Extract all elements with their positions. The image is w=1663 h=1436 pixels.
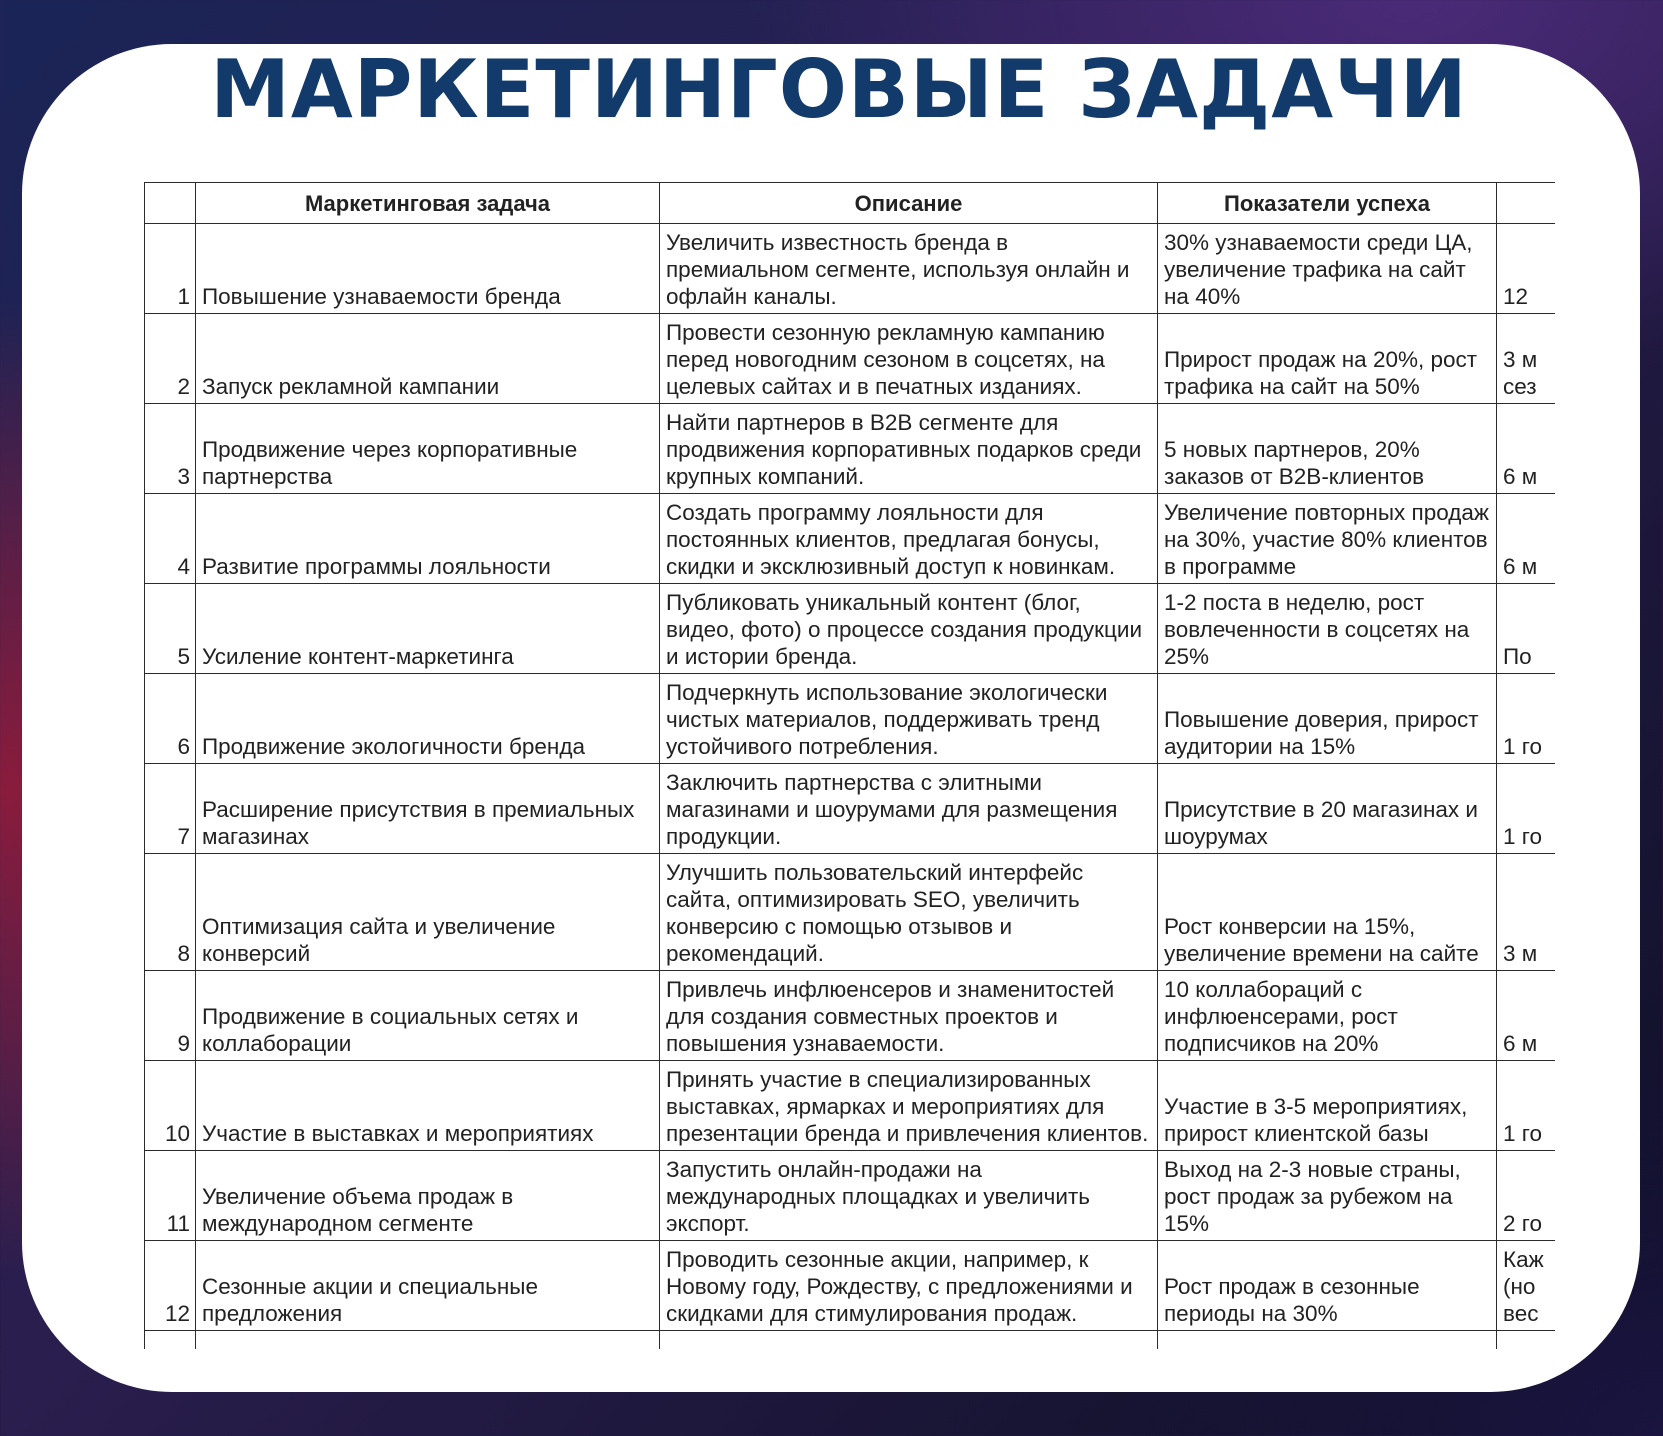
description-cell-line: Проводить сезонные акции, например, к: [666, 1247, 1089, 1272]
description-cell-line: премиальном сегменте, используя онлайн и: [666, 257, 1130, 282]
timeline-cell-line: 6 м: [1503, 1031, 1538, 1056]
timeline-cell: [1497, 1151, 1556, 1241]
timeline-cell: [1497, 404, 1556, 494]
kpi-cell-line: рост продаж за рубежом на: [1164, 1184, 1453, 1209]
kpi-cell-line: увеличение времени на сайте: [1164, 941, 1479, 966]
task-cell-line: Продвижение в социальных сетях и: [202, 1004, 579, 1029]
kpi-cell-line: Рост конверсии на 15%,: [1164, 914, 1416, 939]
description-cell-line: постоянных клиентов, предлагая бонусы,: [666, 527, 1100, 552]
task-cell: [196, 314, 660, 404]
table-row: [145, 404, 1556, 494]
row-number: 9: [145, 971, 196, 1061]
task-cell: [196, 971, 660, 1061]
task-cell: [196, 674, 660, 764]
description-cell-line: скидки и эксклюзивный доступ к новинкам.: [666, 554, 1116, 579]
marketing-tasks-table: [144, 182, 1555, 1349]
kpi-cell-line: Выход на 2-3 новые страны,: [1164, 1157, 1461, 1182]
timeline-cell-line: 3 м: [1503, 347, 1538, 372]
kpi-cell: [1158, 224, 1497, 314]
description-cell-line: магазинами и шоурумами для размещения: [666, 797, 1118, 822]
timeline-cell: [1497, 1061, 1556, 1151]
empty-cell: [660, 1331, 1158, 1350]
kpi-cell-line: периоды на 30%: [1164, 1301, 1338, 1326]
kpi-cell-line: 25%: [1164, 644, 1210, 669]
table-row: [145, 674, 1556, 764]
task-cell-line: Оптимизация сайта и увеличение: [202, 914, 556, 939]
kpi-cell-line: Участие в 3-5 мероприятиях,: [1164, 1094, 1468, 1119]
header-task: Маркетинговая задача: [196, 183, 660, 224]
kpi-cell: [1158, 854, 1497, 971]
task-cell: [196, 1241, 660, 1331]
kpi-cell-line: в программе: [1164, 554, 1297, 579]
kpi-cell-line: 30% узнаваемости среди ЦА,: [1164, 230, 1473, 255]
description-cell-line: Публиковать уникальный контент (блог,: [666, 590, 1081, 615]
table-row: [145, 224, 1556, 314]
kpi-cell-line: Повышение доверия, прирост: [1164, 707, 1479, 732]
kpi-cell-line: Рост продаж в сезонные: [1164, 1274, 1420, 1299]
description-cell-line: продвижения корпоративных подарков среди: [666, 437, 1142, 462]
description-cell-line: для создания совместных проектов и: [666, 1004, 1058, 1029]
table-header-row: [145, 183, 1556, 224]
description-cell: [660, 971, 1158, 1061]
task-cell-line: магазинах: [202, 824, 310, 849]
kpi-cell: [1158, 1241, 1497, 1331]
description-cell-line: экспорт.: [666, 1211, 750, 1236]
task-cell-line: Участие в выставках и мероприятиях: [202, 1121, 594, 1146]
row-number: 11: [145, 1151, 196, 1241]
description-cell-line: Улучшить пользовательский интерфейс: [666, 860, 1084, 885]
kpi-cell-line: подписчиков на 20%: [1164, 1031, 1379, 1056]
task-cell-line: Усиление контент-маркетинга: [202, 644, 514, 669]
empty-cell: [1497, 1331, 1556, 1350]
table-row: [145, 1241, 1556, 1331]
description-cell: [660, 764, 1158, 854]
description-cell: [660, 674, 1158, 764]
description-cell: [660, 1061, 1158, 1151]
kpi-cell: [1158, 584, 1497, 674]
task-cell-line: международном сегменте: [202, 1211, 474, 1236]
description-cell-line: офлайн каналы.: [666, 284, 837, 309]
kpi-cell: [1158, 764, 1497, 854]
description-cell: [660, 584, 1158, 674]
timeline-cell-line: вес: [1503, 1301, 1539, 1326]
timeline-cell-line: Каж: [1503, 1247, 1544, 1272]
timeline-cell: [1497, 1241, 1556, 1331]
description-cell-line: Заключить партнерства с элитными: [666, 770, 1042, 795]
description-cell: [660, 494, 1158, 584]
task-cell-line: Запуск рекламной кампании: [202, 374, 500, 399]
timeline-cell: [1497, 584, 1556, 674]
table-row: [145, 314, 1556, 404]
table-row: [145, 1151, 1556, 1241]
header-description: Описание: [660, 183, 1158, 224]
task-cell: [196, 1151, 660, 1241]
description-cell: [660, 854, 1158, 971]
task-cell: [196, 1061, 660, 1151]
task-cell-line: Продвижение экологичности бренда: [202, 734, 585, 759]
description-cell-line: чистых материалов, поддерживать тренд: [666, 707, 1100, 732]
description-cell-line: повышения узнаваемости.: [666, 1031, 945, 1056]
timeline-cell: [1497, 224, 1556, 314]
timeline-cell: [1497, 764, 1556, 854]
empty-cell: [196, 1331, 660, 1350]
row-number: 8: [145, 854, 196, 971]
kpi-cell-line: увеличение трафика на сайт: [1164, 257, 1466, 282]
task-cell-line: предложения: [202, 1301, 343, 1326]
task-cell-line: Развитие программы лояльности: [202, 554, 551, 579]
description-cell: [660, 1151, 1158, 1241]
timeline-cell: [1497, 494, 1556, 584]
description-cell-line: Найти партнеров в B2B сегменте для: [666, 410, 1059, 435]
kpi-cell-line: заказов от B2B-клиентов: [1164, 464, 1425, 489]
table-row: [145, 1061, 1556, 1151]
timeline-cell: [1497, 314, 1556, 404]
task-cell: [196, 224, 660, 314]
description-cell-line: конверсию с помощью отзывов и: [666, 914, 1013, 939]
description-cell-line: Провести сезонную рекламную кампанию: [666, 320, 1105, 345]
task-cell: [196, 764, 660, 854]
kpi-cell-line: инфлюенсерами, рост: [1164, 1004, 1398, 1029]
kpi-cell-line: прирост клиентской базы: [1164, 1121, 1429, 1146]
description-cell-line: презентации бренда и привлечения клиентов.: [666, 1121, 1149, 1146]
description-cell: [660, 1241, 1158, 1331]
row-number: 1: [145, 224, 196, 314]
kpi-cell: [1158, 674, 1497, 764]
kpi-cell-line: 5 новых партнеров, 20%: [1164, 437, 1420, 462]
description-cell: [660, 314, 1158, 404]
task-cell-line: коллаборации: [202, 1031, 352, 1056]
task-cell: [196, 854, 660, 971]
timeline-cell-line: 1 го: [1503, 1121, 1542, 1146]
timeline-cell-line: По: [1503, 644, 1532, 669]
task-cell-line: конверсий: [202, 941, 311, 966]
description-cell: [660, 224, 1158, 314]
timeline-cell-line: 12: [1503, 284, 1529, 309]
table-viewport: [144, 182, 1555, 1392]
task-cell: [196, 494, 660, 584]
description-cell-line: рекомендаций.: [666, 941, 824, 966]
kpi-cell-line: 1-2 поста в неделю, рост: [1164, 590, 1425, 615]
description-cell-line: крупных компаний.: [666, 464, 865, 489]
task-cell-line: Расширение присутствия в премиальных: [202, 797, 635, 822]
description-cell-line: Увеличить известность бренда в: [666, 230, 1009, 255]
kpi-cell-line: 15%: [1164, 1211, 1210, 1236]
table-row: [145, 584, 1556, 674]
task-cell-line: Продвижение через корпоративные: [202, 437, 578, 462]
description-cell-line: видео, фото) о процессе создания продукции: [666, 617, 1143, 642]
timeline-cell: [1497, 854, 1556, 971]
row-number: 4: [145, 494, 196, 584]
task-cell-line: Увеличение объема продаж в: [202, 1184, 514, 1209]
row-number: 2: [145, 314, 196, 404]
kpi-cell-line: Увеличение повторных продаж: [1164, 500, 1489, 525]
description-cell-line: перед новогодним сезоном в соцсетях, на: [666, 347, 1105, 372]
kpi-cell: [1158, 1061, 1497, 1151]
description-cell-line: устойчивого потребления.: [666, 734, 939, 759]
description-cell-line: скидками для стимулирования продаж.: [666, 1301, 1078, 1326]
row-number: 10: [145, 1061, 196, 1151]
kpi-cell: [1158, 1151, 1497, 1241]
header-timeline: [1497, 183, 1556, 224]
timeline-cell-line: 1 го: [1503, 824, 1542, 849]
timeline-cell-line: 6 м: [1503, 554, 1538, 579]
kpi-cell-line: Прирост продаж на 20%, рост: [1164, 347, 1478, 372]
row-number: 6: [145, 674, 196, 764]
timeline-cell: [1497, 674, 1556, 764]
kpi-cell: [1158, 494, 1497, 584]
page-title: МАРКЕТИНГОВЫЕ ЗАДАЧИ: [210, 43, 1468, 136]
kpi-cell: [1158, 404, 1497, 494]
task-cell-line: Сезонные акции и специальные: [202, 1274, 538, 1299]
kpi-cell-line: на 40%: [1164, 284, 1241, 309]
content-card: [22, 44, 1640, 1392]
timeline-cell-line: 2 го: [1503, 1211, 1542, 1236]
description-cell-line: целевых сайтах и в печатных изданиях.: [666, 374, 1082, 399]
kpi-cell-line: шоурумах: [1164, 824, 1268, 849]
table-row-partial: [145, 1331, 1556, 1350]
kpi-cell-line: 10 коллабораций с: [1164, 977, 1363, 1002]
description-cell: [660, 404, 1158, 494]
kpi-cell-line: Присутствие в 20 магазинах и: [1164, 797, 1478, 822]
description-cell-line: продукции.: [666, 824, 782, 849]
task-cell: [196, 584, 660, 674]
description-cell-line: Привлечь инфлюенсеров и знаменитостей: [666, 977, 1115, 1002]
kpi-cell: [1158, 314, 1497, 404]
kpi-cell-line: вовлеченности в соцсетях на: [1164, 617, 1470, 642]
row-number: 3: [145, 404, 196, 494]
header-kpi: Показатели успеха: [1158, 183, 1497, 224]
table-row: [145, 971, 1556, 1061]
task-cell: [196, 404, 660, 494]
description-cell-line: Создать программу лояльности для: [666, 500, 1044, 525]
row-number: 7: [145, 764, 196, 854]
row-number: 12: [145, 1241, 196, 1331]
timeline-cell: [1497, 971, 1556, 1061]
description-cell-line: и истории бренда.: [666, 644, 858, 669]
timeline-cell-line: 3 м: [1503, 941, 1538, 966]
kpi-cell-line: трафика на сайт на 50%: [1164, 374, 1420, 399]
table-body: [145, 224, 1556, 1350]
task-cell-line: партнерства: [202, 464, 333, 489]
timeline-cell-line: 6 м: [1503, 464, 1538, 489]
kpi-cell-line: аудитории на 15%: [1164, 734, 1356, 759]
kpi-cell: [1158, 971, 1497, 1061]
description-cell-line: сайта, оптимизировать SEO, увеличить: [666, 887, 1080, 912]
description-cell-line: Запустить онлайн-продажи на: [666, 1157, 982, 1182]
header-number: [145, 183, 196, 224]
description-cell-line: Принять участие в специализированных: [666, 1067, 1091, 1092]
description-cell-line: Новому году, Рождеству, с предложениями и: [666, 1274, 1133, 1299]
task-cell-line: Повышение узнаваемости бренда: [202, 284, 561, 309]
kpi-cell-line: на 30%, участие 80% клиентов: [1164, 527, 1488, 552]
description-cell-line: выставках, ярмарках и мероприятиях для: [666, 1094, 1105, 1119]
table-row: [145, 764, 1556, 854]
description-cell-line: Подчеркнуть использование экологически: [666, 680, 1108, 705]
description-cell-line: международных площадках и увеличить: [666, 1184, 1090, 1209]
timeline-cell-line: 1 го: [1503, 734, 1542, 759]
row-number: 5: [145, 584, 196, 674]
timeline-cell-line: сез: [1503, 374, 1537, 399]
timeline-cell-line: (но: [1503, 1274, 1536, 1299]
table-row: [145, 854, 1556, 971]
table-row: [145, 494, 1556, 584]
empty-cell: [1158, 1331, 1497, 1350]
empty-cell: [145, 1331, 196, 1350]
